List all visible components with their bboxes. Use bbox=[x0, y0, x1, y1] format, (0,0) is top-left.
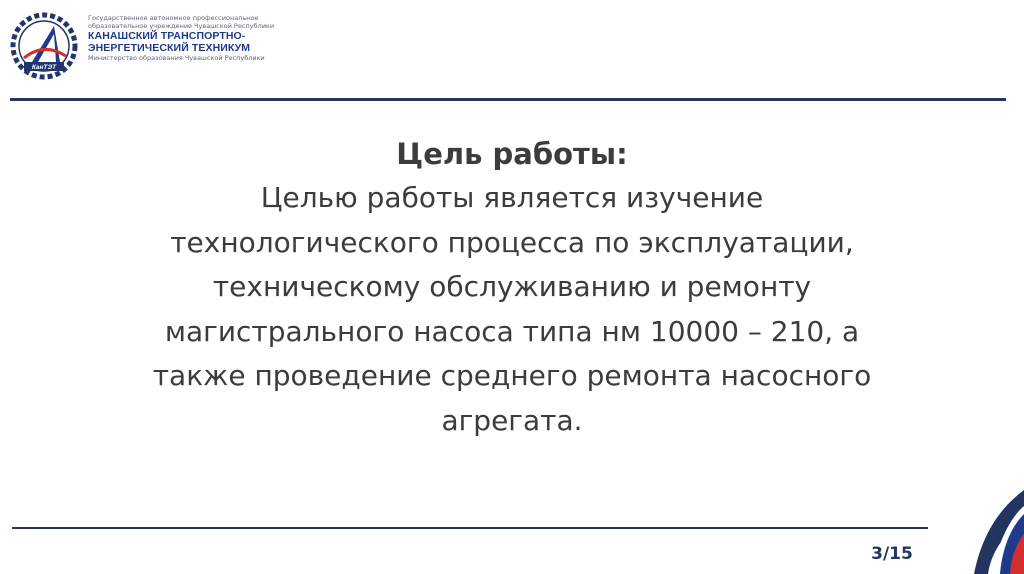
slide-content bbox=[60, 132, 964, 443]
footer-divider bbox=[12, 527, 928, 529]
ministry-line: Министерство образования Чувашской Республики bbox=[88, 54, 265, 62]
slide-heading: Цель работы: bbox=[396, 137, 628, 171]
college-name-line-1: КАНАШСКИЙ ТРАНСПОРТНО- bbox=[88, 30, 246, 42]
page-number: 3/15 bbox=[871, 544, 913, 564]
college-emblem-icon bbox=[10, 12, 78, 80]
goal-line-3: техническому обслуживанию и ремонту bbox=[212, 270, 812, 303]
college-logo bbox=[10, 10, 285, 80]
corner-swoosh-icon bbox=[944, 490, 1024, 574]
goal-line-2: технологического процесса по эксплуатации, bbox=[170, 225, 854, 259]
header-divider bbox=[10, 98, 1006, 101]
goal-line-6: агрегата. bbox=[441, 403, 583, 437]
org-line-1: Государственное автономное профессиональное bbox=[88, 14, 259, 22]
logo-badge-text: КанТЭТ bbox=[31, 64, 57, 71]
org-line-2: образовательное учреждение Чувашской Республики bbox=[88, 22, 275, 30]
college-name-line-2: ЭНЕРГЕТИЧЕСКИЙ ТЕХНИКУМ bbox=[88, 42, 251, 54]
goal-line-4: магистрального насоса типа нм 10000 – 210, а bbox=[164, 314, 860, 348]
goal-line-5: также проведение среднего ремонта насосного bbox=[152, 359, 872, 392]
goal-line-1: Целью работы является изучение bbox=[260, 181, 764, 214]
logo-text-block bbox=[88, 14, 288, 62]
